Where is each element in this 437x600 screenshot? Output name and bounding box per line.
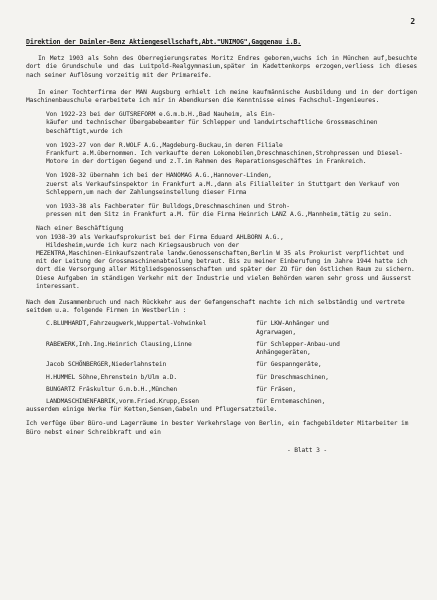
company-products-line: für LKW-Anhänger und [256, 320, 329, 328]
career-entry [26, 172, 417, 197]
company-name: H.HUMMEL Söhne,Ehrenstein b/Ulm a.D. [46, 373, 178, 381]
company-products [256, 386, 417, 394]
career-entry-first: Von 1928-32 übernahm ich bei der HANOMAG A.G.,Hannover-Linden, [46, 172, 272, 180]
career-entry-first: von 1923-27 von der R.WOLF A.G.,Magdeburg-Buckau,in deren Filiale [46, 141, 283, 149]
company-products-line: für Fräsen, [256, 385, 297, 393]
company-products [256, 320, 417, 336]
company-row [26, 320, 417, 336]
career-entry-rest: zuerst als Verkaufsinspektor in Frankfurt a.M.,dann als Filialleiter in Stuttgart den Verkauf von Schleppern,um nach der Zahlungseinstellung dieser Firma [46, 180, 400, 196]
company-products [256, 361, 417, 369]
recipient-heading: Direktion der Daimler-Benz Aktiengesellschaft,Abt."UNIMOG",Gaggenau i.B. [26, 38, 302, 46]
company-name: LANDMASCHINENFABRIK,vorm.Fried.Krupp,Essen [46, 397, 199, 405]
career-last-second: Hildesheim,wurde ich kurz nach Kriegsausbruch von der [46, 241, 239, 249]
company-row [26, 341, 417, 357]
company-products-line: für Erntemaschinen, [256, 397, 326, 405]
company-list-outro: ausserdem einige Werke für Ketten,Sensen,Gabeln und Pflugersatzteile. [26, 406, 278, 414]
page-number: 2 [410, 17, 415, 26]
career-entry-rest: käufer und technischer Übergabebeamter für Schlepper und landwirtschaftliche Grossmaschinen beschäftigt,wurde ich [46, 119, 378, 135]
career-entry-last [26, 225, 417, 291]
page-footer: - Blatt 3 - [286, 446, 327, 454]
career-entry-first: Von 1922-23 bei der GUTSREFORM e.G.m.b.H.,Bad Nauheim, als Ein- [46, 111, 276, 119]
paragraph-origin: In Metz 1903 als Sohn des Oberregierungsrates Moritz Endres geboren,wuchs ich in München auf,besuchte dort die Grundschule und das Luitpold-Realgymnasium,später im Kadettenkorps erzogen,verliess ich dieses nach seiner Auflösung vorzeitig mit der Primareife. [26, 55, 417, 79]
company-name: C.BLUMHARDT,Fahrzeugwerk,Wuppertal-Vohwinkel [46, 320, 207, 328]
company-products [256, 398, 417, 406]
company-list-intro: Nach dem Zusammenbruch und nach Rückkehr aus der Gefangenschaft machte ich mich selbständig und vertrete seitdem u.a. folgende Firmen in Westberlin : [26, 299, 405, 315]
company-products-line: für Gespanngeräte, [256, 361, 322, 369]
company-row [26, 374, 417, 382]
career-entry [26, 111, 417, 136]
company-name: BUNGARTZ Fräskultur G.m.b.H.,München [46, 385, 178, 393]
company-products-line: Anhängegeräten, [256, 349, 311, 357]
career-entry [26, 142, 417, 167]
career-entry-rest: pressen mit dem Sitz in Frankfurt a.M. für die Firma Heinrich LANZ A.G.,Mannheim,tätig zu sein. [46, 211, 392, 219]
company-products-line: für Dreschmaschinen, [256, 373, 329, 381]
company-name: Jacob SCHÖNBERGER,Niederlahnstein [46, 361, 167, 369]
career-last-rest: MEZENTRA,Maschinen-Einkaufszentrale landw.Genossenschaften,Berlin W 35 als Prokurist verpflichtet und mit der Leitung der Grossmaschinenabteilung betraut. Bis zu meiner Einberufung im Jahre 1944 hatte ich dort die Versorgung aller Mitgliedsgenossenschaften und später der ZO für den östlichen Raum zu sichern. Diese Aufgaben im ständigen Verkehr mit der Industrie und vielen Behörden waren sehr gross und äusserst interessant. [36, 250, 415, 290]
company-products-line: Agrarwagen, [256, 328, 297, 336]
company-products-line: für Schlepper-Anbau-und [256, 340, 340, 348]
company-list [26, 320, 417, 406]
career-entry-first: von 1933-38 als Fachberater für Bulldogs,Dreschmaschinen und Stroh- [46, 203, 290, 211]
paragraph-training: In einer Tochterfirma der MAN Augsburg erhielt ich meine kaufmännische Ausbildung und in der dortigen Maschinenbauschule erarbeitete ich mir in Abendkursen die Kenntnisse eines Fachschul-Ingenieures. [26, 88, 417, 105]
career-last-intro: Nach einer Beschäftigung [36, 225, 124, 233]
company-name: RABEWERK,Inh.Ing.Heinrich Clausing,Linne [46, 340, 192, 348]
company-row [26, 398, 417, 406]
closing-paragraph: Ich verfüge über Büro-und Lagerräume in bester Verkehrslage von Berlin, ein fachgebildeter Mitarbeiter im Büro nebst einer Schreibkraft und ein [26, 420, 409, 436]
company-products [256, 341, 417, 357]
career-last-first: von 1938-39 als Verkaufsprokurist bei der Firma Eduard AHLBORN A.G., [36, 233, 284, 241]
career-entry-rest: Frankfurt a.M.übernommen. Ich verkaufte deren Lokomobilen,Dreschmaschinen,Strohpressen und Diesel-Motore in der dortigen Gegend und z.T.im Rahmen des Reparationsgeschäftes in Frankreich. [46, 150, 403, 166]
company-row [26, 386, 417, 394]
career-entry [26, 203, 417, 219]
company-row [26, 361, 417, 369]
company-products [256, 374, 417, 382]
